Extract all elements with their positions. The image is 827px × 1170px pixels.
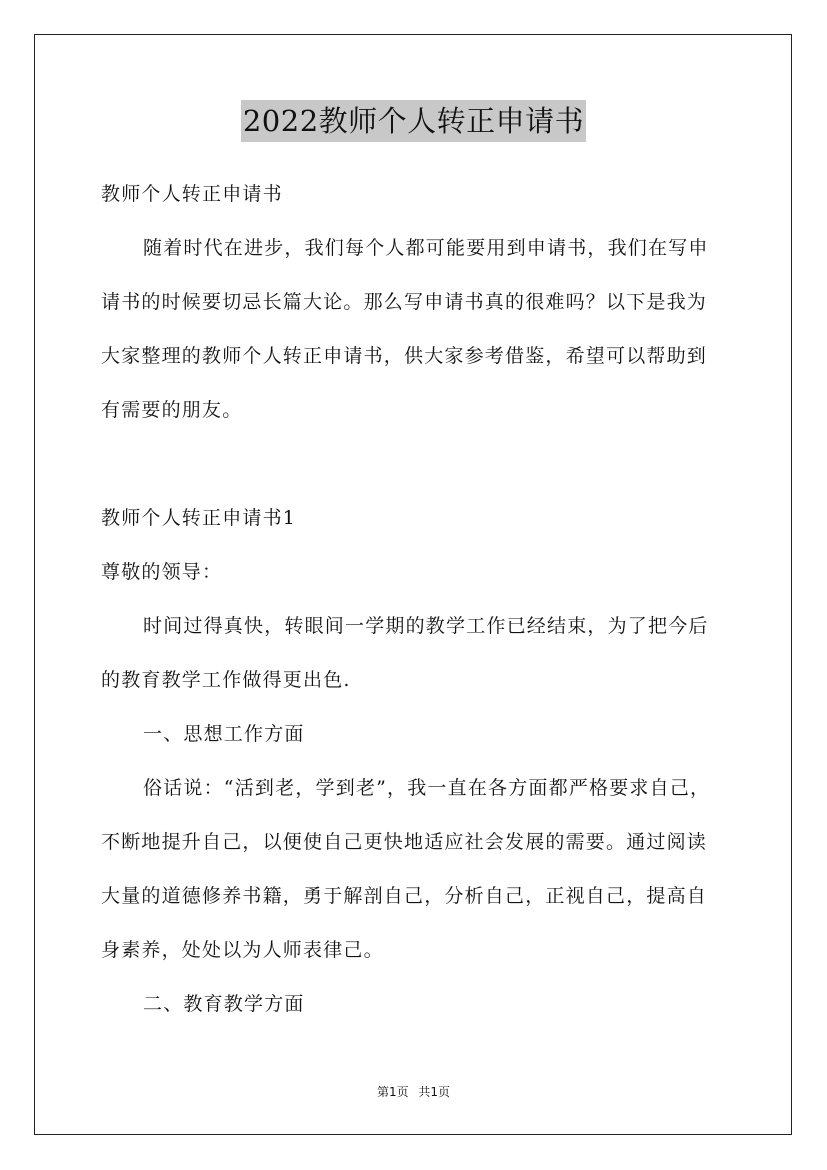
paragraph-line: 时间过得真快，转眼间一学期的教学工作已经结束，为了把今后 [143,615,709,637]
paragraph-line: 俗话说：“活到老，学到老”，我一直在各方面都严格要求自己， [143,777,711,799]
salutation: 尊敬的领导： [101,561,223,583]
paragraph-line: 有需要的朋友。 [101,399,243,421]
subsection-heading: 二、教育教学方面 [143,993,305,1015]
page-footer [0,1084,827,1100]
intro-heading: 教师个人转正申请书 [101,183,283,205]
document-title: 2022教师个人转正申请书 [241,100,586,142]
paragraph-line: 大量的道德修养书籍，勇于解剖自己，分析自己，正视自己，提高自 [101,885,708,907]
subsection-heading: 一、思想工作方面 [143,723,305,745]
paragraph-line: 身素养，处处以为人师表律己。 [101,939,384,961]
paragraph-line: 请书的时候要切忌长篇大论。那么写申请书真的很难吗？以下是我为 [101,291,708,313]
paragraph-line: 不断地提升自己，以便使自己更快地适应社会发展的需要。通过阅读 [101,831,708,853]
paragraph-line: 的教育教学工作做得更出色. [101,669,351,691]
section-heading: 教师个人转正申请书1 [101,507,297,529]
page-total: 共1页 [418,1085,451,1099]
paragraph-line: 随着时代在进步，我们每个人都可能要用到申请书，我们在写申 [143,237,709,259]
paragraph-line: 大家整理的教师个人转正申请书，供大家参考借鉴，希望可以帮助到 [101,345,708,367]
title-container [0,100,827,142]
page-number: 第1页 [376,1085,409,1099]
